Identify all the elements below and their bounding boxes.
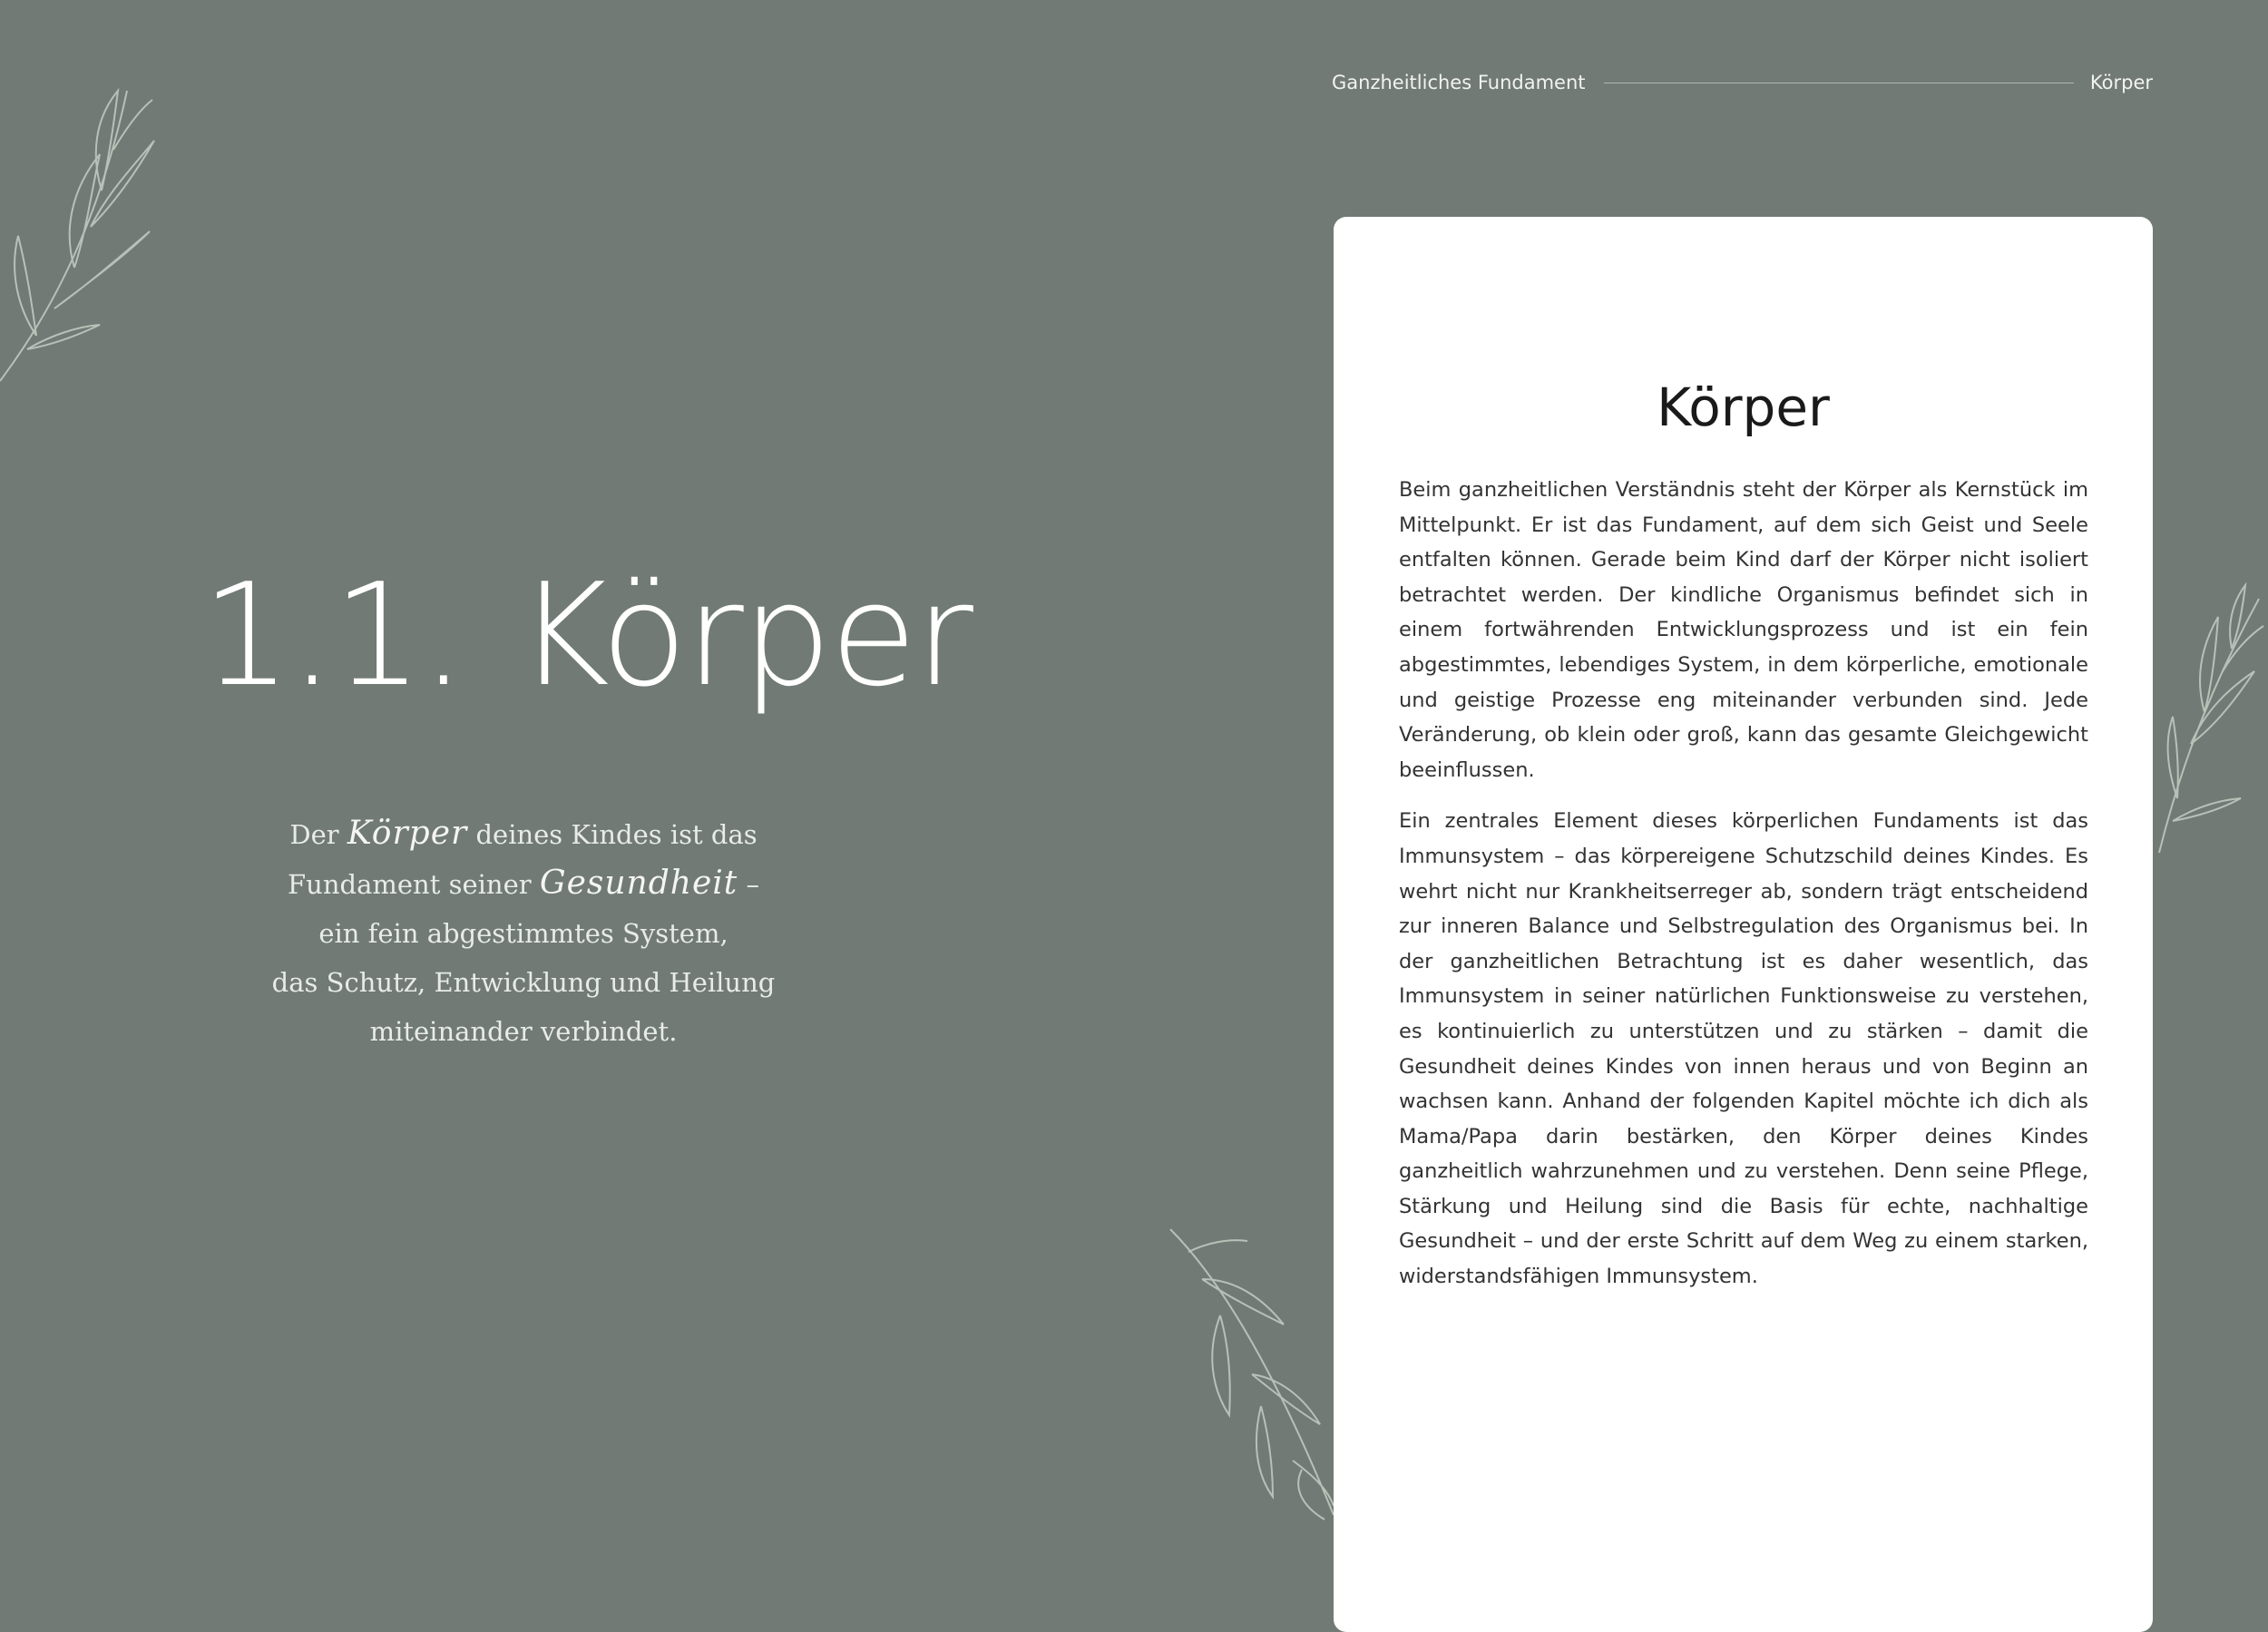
leaf-branch-top-left (0, 36, 163, 390)
leaf-branch-bottom-center (1166, 1225, 1338, 1524)
leaf-branch-right (2141, 562, 2268, 862)
chapter-quote (238, 809, 809, 1056)
quote-line-3: ein fein abgestimmtes System, (318, 918, 728, 949)
card-body (1399, 473, 2088, 1311)
quote-line-1 (238, 809, 809, 859)
quote-script-word: Körper (347, 815, 468, 852)
header-topic: Körper (2089, 72, 2153, 93)
quote-line-2 (238, 859, 809, 909)
quote-text: – (746, 869, 759, 900)
quote-line-5: miteinander verbindet. (369, 1016, 678, 1047)
card-title: Körper (1657, 376, 1830, 438)
card-paragraph-1: Beim ganzheitlichen Verständnis steht der Körper als Kernstück im Mittelpunkt. Er ist das Fundament, auf dem sich Geist und Seele entfalten können. Gerade beim Kind darf der Körper nicht isoliert betrachtet werden. Der kindliche Organismus befindet sich in einem fortwährenden Entwicklungsprozess und ist ein fein abgestimmtes, lebendiges System, in dem körperliche, emotionale und geistige Prozesse eng miteinander verbunden sind. Jede Veränderung, ob klein oder groß, kann das gesamte Gleichgewicht beeinflussen. (1399, 478, 2088, 782)
card-paragraph-2: Ein zentrales Element dieses körperlichen Fundaments ist das Immunsystem – das körpereigene Schutzschild deines Kindes. Es wehrt nicht nur Krankheitserreger ab, sondern trägt entscheidend zur inneren Balance und Selbstregulation des Organismus bei. In der ganzheitlichen Betrachtung ist es daher wesentlich, das Immunsystem in seiner natürlichen Funktionsweise zu verstehen, es kontinuierlich zu unterstützen und zu stärken – damit die Gesundheit deines Kindes von innen heraus und von Beginn an wachsen kann. Anhand der folgenden Kapitel möchte ich dich als Mama/Papa darin bestärken, den Körper deines Kindes ganzheitlich wahrzunehmen und zu verstehen. Denn seine Pflege, Stärkung und Heilung sind die Basis für echte, nachhaltige Gesundheit – und der erste Schritt auf dem Weg zu einem starken, widerstandsfähigen Immunsystem. (1399, 809, 2088, 1289)
header-section: Ganzheitliches Fundament (1332, 72, 1586, 93)
quote-text: Fundament seiner (288, 869, 532, 900)
chapter-heading: Körper (516, 552, 972, 718)
quote-text: Der (289, 819, 339, 850)
chapter-number: 1.1. (201, 552, 464, 718)
quote-line-4: das Schutz, Entwicklung und Heilung (271, 967, 776, 998)
quote-text: deines Kindes ist das (475, 819, 758, 850)
content-card (1334, 217, 2153, 1632)
quote-script-word: Gesundheit (539, 865, 738, 902)
running-header (1332, 67, 2153, 98)
chapter-title (201, 552, 972, 718)
